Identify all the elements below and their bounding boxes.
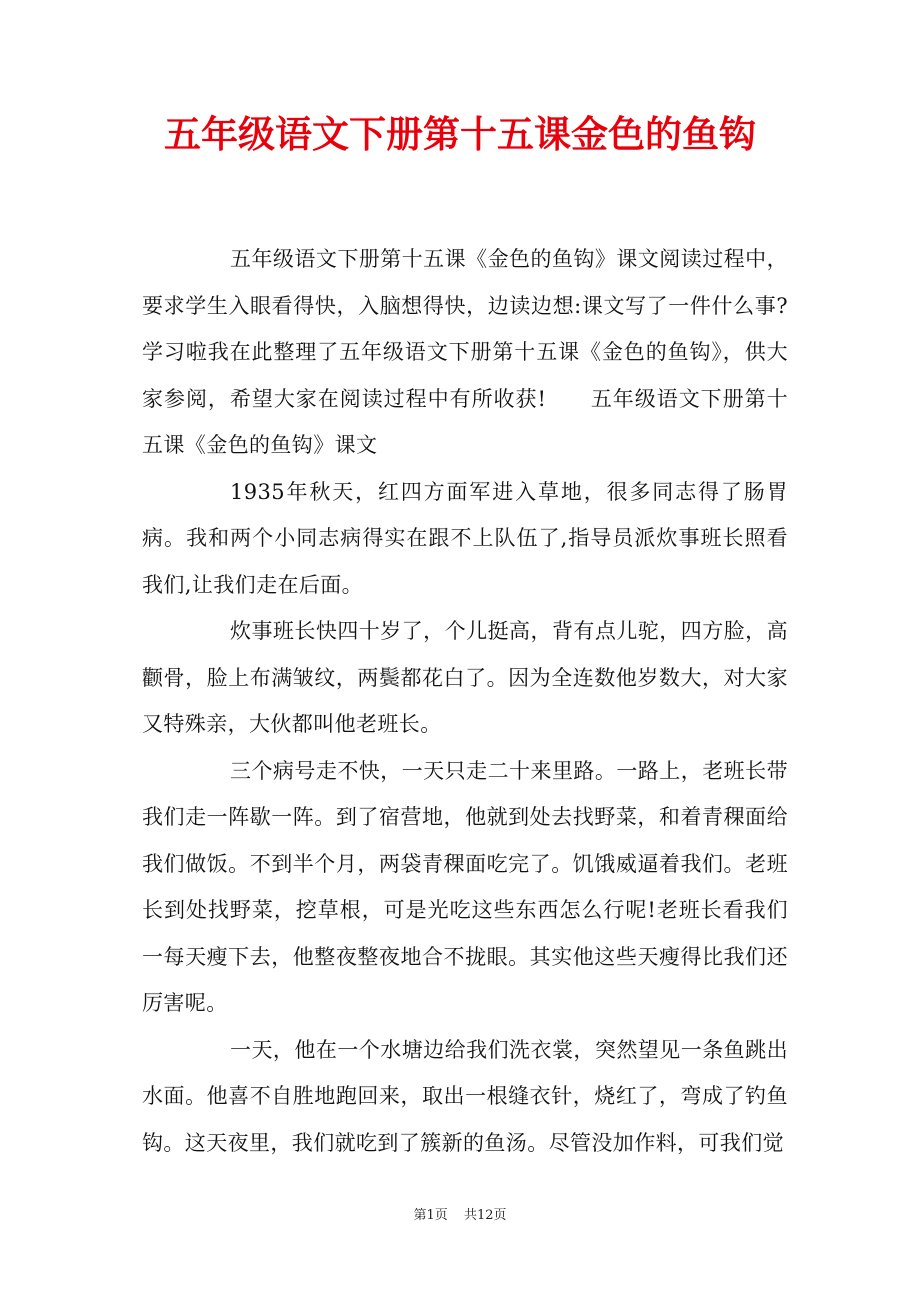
paragraph: 三个病号走不快，一天只走二十来里路。一路上，老班长带我们走一阵歇一阵。到了宿营地，他就到处去找野菜，和着青稞面给我们做饭。不到半个月，两袋青稞面吃完了。饥饿威逼着我们。老班长到处找野菜，挖草根，可是光吃这些东西怎么行呢!老班长看我们一每天瘦下去，他整夜整夜地合不拢眼。其实他这些天瘦得比我们还厉害呢。 [142,758,788,1015]
page-number-current: 第1页 [413,1208,448,1223]
page-number-total: 共12页 [463,1208,507,1223]
paragraph: 炊事班长快四十岁了，个儿挺高，背有点儿驼，四方脸，高颧骨，脸上布满皱纹，两鬓都花白了。因为全连数他岁数大，对大家又特殊亲，大伙都叫他老班长。 [142,619,788,736]
document-body [142,236,788,1166]
page-footer [0,1207,920,1225]
document-title: 五年级语文下册第十五课金色的鱼钩 [164,112,756,156]
paragraph: 1935年秋天，红四方面军进入草地，很多同志得了肠胃病。我和两个小同志病得实在跟不上队伍了,指导员派炊事班长照看我们,让我们走在后面。 [142,479,788,597]
paragraph: 五年级语文下册第十五课《金色的鱼钩》课文阅读过程中，要求学生入眼看得快，入脑想得快，边读边想:课文写了一件什么事?学习啦我在此整理了五年级语文下册第十五课《金色的鱼钩》，供大家参阅，希望大家在阅读过程中有所收获! 五年级语文下册第十五课《金色的鱼钩》课文 [142,247,788,457]
paragraph: 一天，他在一个水塘边给我们洗衣裳，突然望见一条鱼跳出水面。他喜不自胜地跑回来，取出一根缝衣针，烧红了，弯成了钓鱼钩。这天夜里，我们就吃到了簇新的鱼汤。尽管没加作料，可我们觉 [142,1037,788,1155]
